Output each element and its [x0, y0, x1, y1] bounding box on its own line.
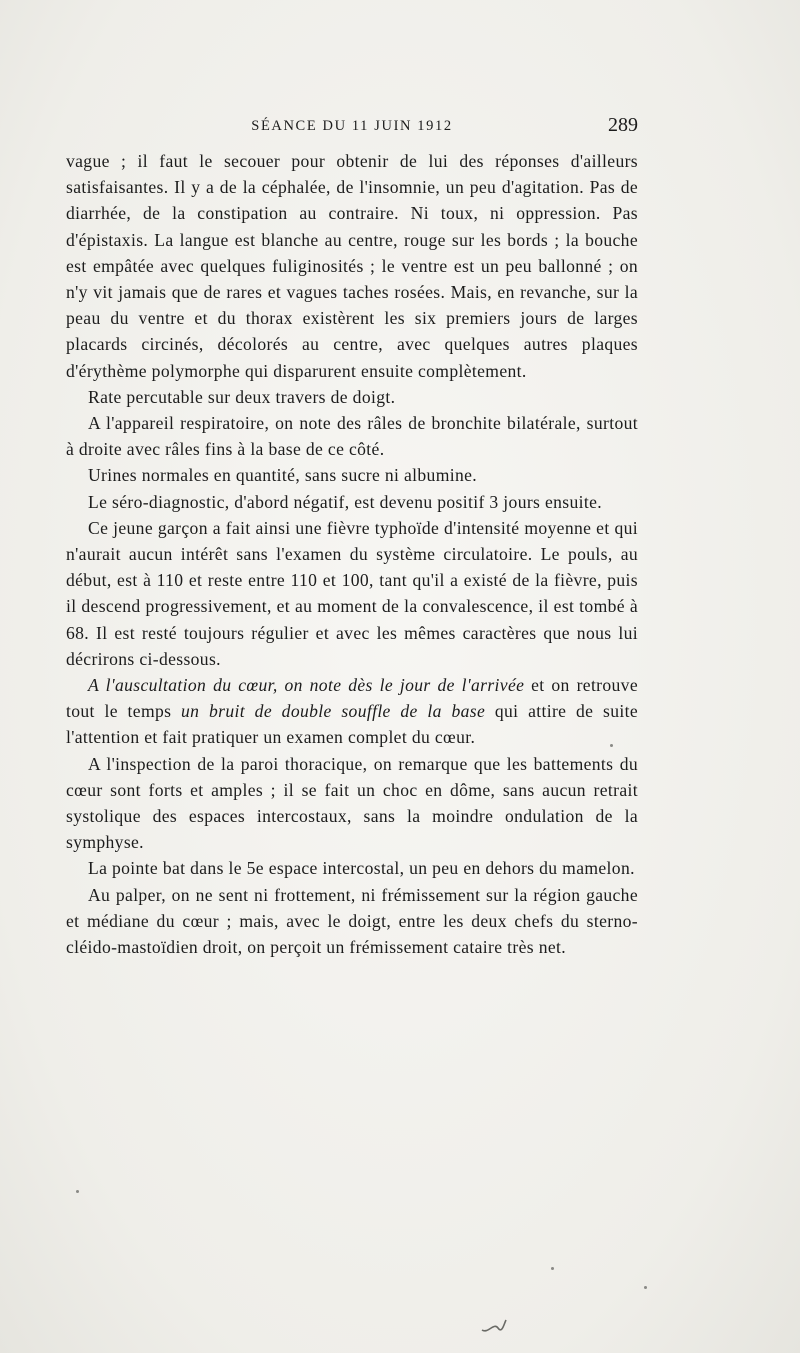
running-head: SÉANCE DU 11 JUIN 1912: [251, 118, 453, 134]
text-segment: Au palper, on ne sent ni frottement, ni frémissement sur la région gauche et médiane du cœur ; mais, avec le doigt, entre les deux chefs du sterno-cléido-mastoïdien droit, on perçoit un frémissement cataire très net.: [66, 884, 638, 958]
paragraph: [66, 410, 638, 462]
paragraph: [66, 384, 638, 410]
italic-text-segment: un bruit de double souffle de la base: [181, 701, 486, 722]
ink-smudge-icon: [480, 1318, 508, 1334]
paragraph: [66, 515, 638, 672]
stray-speck: [551, 1267, 554, 1270]
text-segment: et on retrouve tout le temps: [66, 675, 638, 722]
text-segment: Ce jeune garçon a fait ainsi une fièvre typhoïde d'intensité moyenne et qui n'aurait aucun intérêt sans l'examen du système circulatoire. Le pouls, au début, est à 110 et reste entre 110 et 100, tant qu'il a existé de la fièvre, puis il descend progressivement, et au moment de la convalescence, il est tombé à 68. Il est resté toujours régulier et avec les mêmes caractères que nous lui décrirons ci-dessous.: [66, 517, 638, 669]
page-header: [66, 114, 638, 144]
text-segment: A l'appareil respiratoire, on note des râles de bronchite bilatérale, surtout à droite avec râles fins à la base de ce côté.: [66, 413, 638, 460]
paragraph: [66, 882, 638, 961]
text-segment: vague ; il faut le secouer pour obtenir de lui des réponses d'ailleurs satisfaisantes. Il y a de la céphalée, de l'insomnie, un peu d'agitation. Pas de diarrhée, de la constipation au contraire. Ni toux, ni oppression. Pas d'épistaxis. La langue est blanche au centre, rouge sur les bords ; la bouche est empâtée avec quelques fuliginosités ; le ventre est un peu ballonné ; on n'y vit jamais que de rares et vagues taches rosées. Mais, en revanche, sur la peau du ventre et du thorax existèrent les six premiers jours de larges placards circinés, décolorés au centre, avec quelques autres plaques d'érythème polymorphe qui disparurent ensuite complètement.: [66, 151, 638, 381]
stray-speck: [610, 744, 613, 747]
paragraph: [66, 489, 638, 515]
paragraph: [66, 751, 638, 856]
paragraph: [66, 855, 638, 881]
text-segment: Le séro-diagnostic, d'abord négatif, est devenu positif 3 jours ensuite.: [88, 491, 603, 512]
text-segment: A l'inspection de la paroi thoracique, on remarque que les battements du cœur sont forts et amples ; il se fait un choc en dôme, sans aucun retrait systolique des espaces intercostaux, sans la moindre ondulation de la symphyse.: [66, 753, 638, 853]
paragraph: [66, 672, 638, 751]
body-text: [66, 148, 638, 960]
text-segment: La pointe bat dans le 5e espace intercostal, un peu en dehors du mamelon.: [88, 858, 635, 879]
text-segment: qui attire de suite l'attention et fait pratiquer un examen complet du cœur.: [66, 701, 638, 748]
paragraph: [66, 462, 638, 488]
page-number: 289: [608, 114, 638, 136]
stray-speck: [76, 1190, 79, 1193]
text-segment: Rate percutable sur deux travers de doigt.: [88, 386, 396, 407]
paragraph: [66, 148, 638, 384]
text-segment: Urines normales en quantité, sans sucre ni albumine.: [88, 465, 478, 486]
italic-text-segment: A l'auscultation du cœur, on note dès le jour de l'arrivée: [88, 675, 525, 696]
stray-speck: [644, 1286, 647, 1289]
